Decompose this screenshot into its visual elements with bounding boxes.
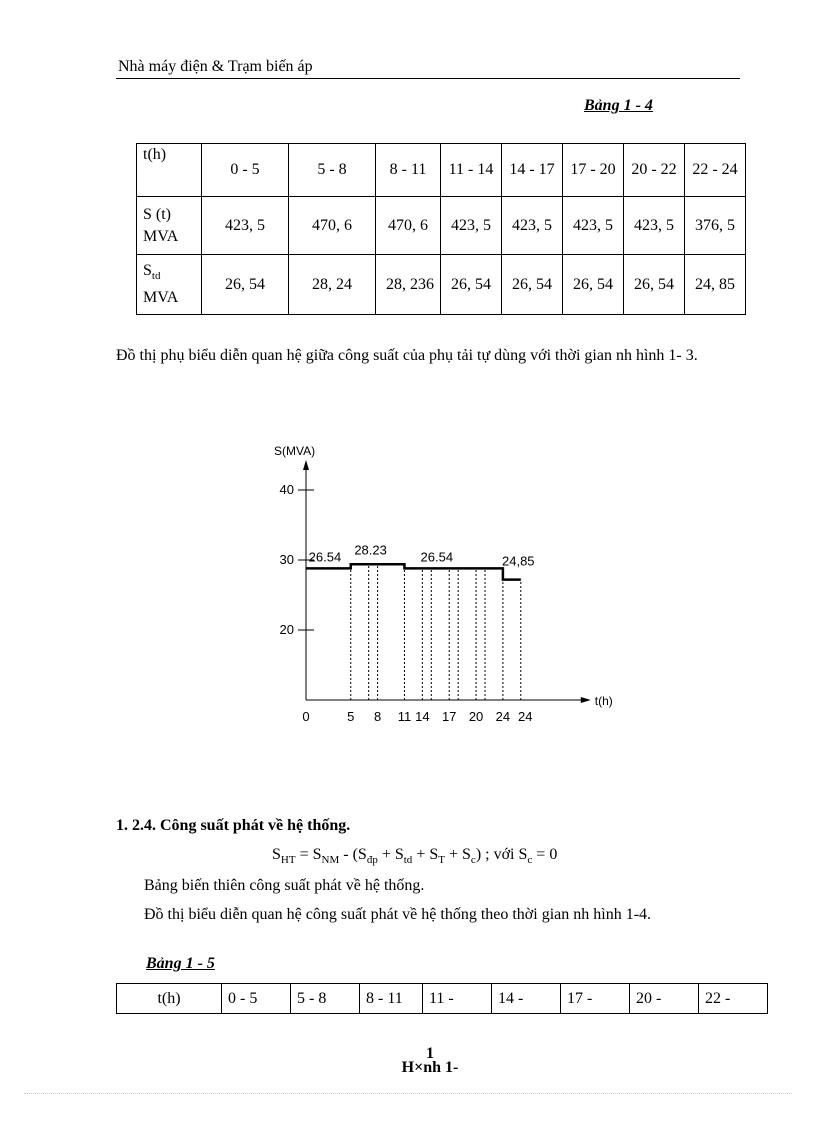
table1-cell: 470, 6 [376, 197, 441, 255]
row-s-unit: MVA [143, 227, 179, 245]
table2-cell: 5 - 8 [291, 984, 360, 1014]
f-sc-sub: c [470, 854, 476, 867]
x-axis-arrow [581, 697, 591, 703]
chart-axes [298, 460, 591, 703]
f-std: S [394, 846, 404, 863]
section-line-1: Bảng biến thiên công suất phát về hệ thống. [144, 877, 425, 894]
section-heading: 1. 2.4. Công suất phát về hệ thống. [116, 817, 351, 834]
f-sht-sub: HT [280, 854, 296, 867]
table2-cell: 20 - [630, 984, 699, 1014]
row-std-unit: MVA [143, 289, 179, 307]
table2-cell: 17 - [561, 984, 630, 1014]
table1-cell: 28, 24 [289, 255, 376, 315]
f-plus: + [444, 846, 463, 863]
f-plus: + [377, 846, 395, 863]
y-tick-label: 40 [279, 482, 294, 497]
y-tick-label: 30 [279, 552, 294, 567]
f-std-sub: td [403, 854, 413, 867]
table2 [116, 983, 768, 1014]
table2-cell: 0 - 5 [222, 984, 291, 1014]
f-st-sub: T [438, 854, 445, 867]
x-tick-label: 20 [468, 709, 484, 724]
table2-caption: Bảng 1 - 5 [146, 955, 215, 972]
formula [272, 846, 557, 866]
table1-cell: 28, 236 [376, 255, 441, 315]
table1-cell: 423, 5 [563, 197, 624, 255]
header-title: Nhà máy điện & Trạm biến áp [118, 58, 313, 75]
table1-period: 20 - 22 [624, 144, 685, 197]
f-tail: = 0 [532, 846, 558, 863]
x-tick-label: 24 [518, 709, 533, 724]
chart-labels [274, 444, 613, 724]
page-footer [380, 1047, 480, 1075]
chart-dashed-lines [351, 564, 521, 700]
table1-cell: 26, 54 [202, 255, 289, 315]
table1-period: 17 - 20 [563, 144, 624, 197]
f-open: - ( [339, 846, 358, 863]
paragraph-chart-intro: Đồ thị phụ biểu diễn quan hệ giữa công suất của phụ tải tự dùng với thời gian nh hình 1- 3. [116, 347, 698, 364]
table1-cell: 423, 5 [441, 197, 502, 255]
x-tick-label: 8 [373, 709, 382, 724]
row-std-sub: td [151, 270, 161, 283]
table1-caption: Bảng 1 - 4 [584, 97, 653, 114]
f-sc2-sub: c [527, 854, 533, 867]
f-sc: S [462, 846, 471, 863]
x-tick-label: 17 [441, 709, 457, 724]
f-plus: + [412, 846, 430, 863]
chart-step-line [306, 564, 521, 579]
y-axis-label: S(MVA) [274, 444, 316, 458]
page-number: 1 [426, 1045, 434, 1062]
chart-series [306, 564, 521, 579]
chart-annotation: 26.54 [420, 549, 454, 565]
bottom-divider [24, 1093, 792, 1094]
table1-cell: 24, 85 [685, 255, 746, 315]
table1-period: 5 - 8 [289, 144, 376, 197]
table1-cell: 470, 6 [289, 197, 376, 255]
x-tick-label: 11 [397, 709, 412, 724]
f-sht: S [272, 846, 281, 863]
f-sdp: S [357, 846, 367, 863]
f-close: ) ; với [475, 846, 519, 863]
x-axis-label: t(h) [594, 694, 613, 708]
row-std-label: S [143, 261, 152, 279]
y-tick-label: 20 [279, 622, 294, 637]
f-sc2: S [518, 846, 528, 863]
table2-cell: 11 - [423, 984, 492, 1014]
row-s-label: S (t) [143, 205, 171, 223]
table1-period: 14 - 17 [502, 144, 563, 197]
table1-cell: 26, 54 [502, 255, 563, 315]
f-snm-sub: NM [321, 854, 340, 867]
table1-header-label: t(h) [137, 144, 202, 197]
table1-period: 22 - 24 [685, 144, 746, 197]
table1-period: 0 - 5 [202, 144, 289, 197]
f-sdp-sub: đp [366, 854, 378, 867]
table2-cell: t(h) [117, 984, 222, 1014]
x-tick-label: 0 [302, 709, 310, 724]
footer-label: H×nh 1- [401, 1059, 459, 1076]
table1-cell: 423, 5 [202, 197, 289, 255]
x-tick-label: 5 [347, 709, 355, 724]
f-eq: = [295, 846, 313, 863]
section-line-2: Đồ thị biểu diễn quan hệ công suất phát về hệ thống theo thời gian nh hình 1-4. [144, 906, 652, 923]
table1-cell: 26, 54 [624, 255, 685, 315]
chart-annotation: 24,85 [502, 553, 535, 569]
x-tick-label: 24 [495, 709, 511, 724]
chart-annotation: 26.54 [308, 549, 342, 565]
table1-cell: 423, 5 [502, 197, 563, 255]
f-st: S [429, 846, 439, 863]
table1-cell: 376, 5 [685, 197, 746, 255]
x-tick-label: 14 [415, 709, 430, 724]
table2-cell: 14 - [492, 984, 561, 1014]
table1-cell: 423, 5 [624, 197, 685, 255]
f-snm: S [312, 846, 322, 863]
table2-row [117, 984, 768, 1014]
table2-cell: 22 - [699, 984, 768, 1014]
table1-period: 11 - 14 [441, 144, 502, 197]
table1-cell: 26, 54 [563, 255, 624, 315]
y-axis-arrow [303, 460, 309, 470]
table1-period: 8 - 11 [376, 144, 441, 197]
chart-annotation: 28.23 [354, 542, 387, 558]
table2-cell: 8 - 11 [360, 984, 423, 1014]
table1-cell: 26, 54 [441, 255, 502, 315]
